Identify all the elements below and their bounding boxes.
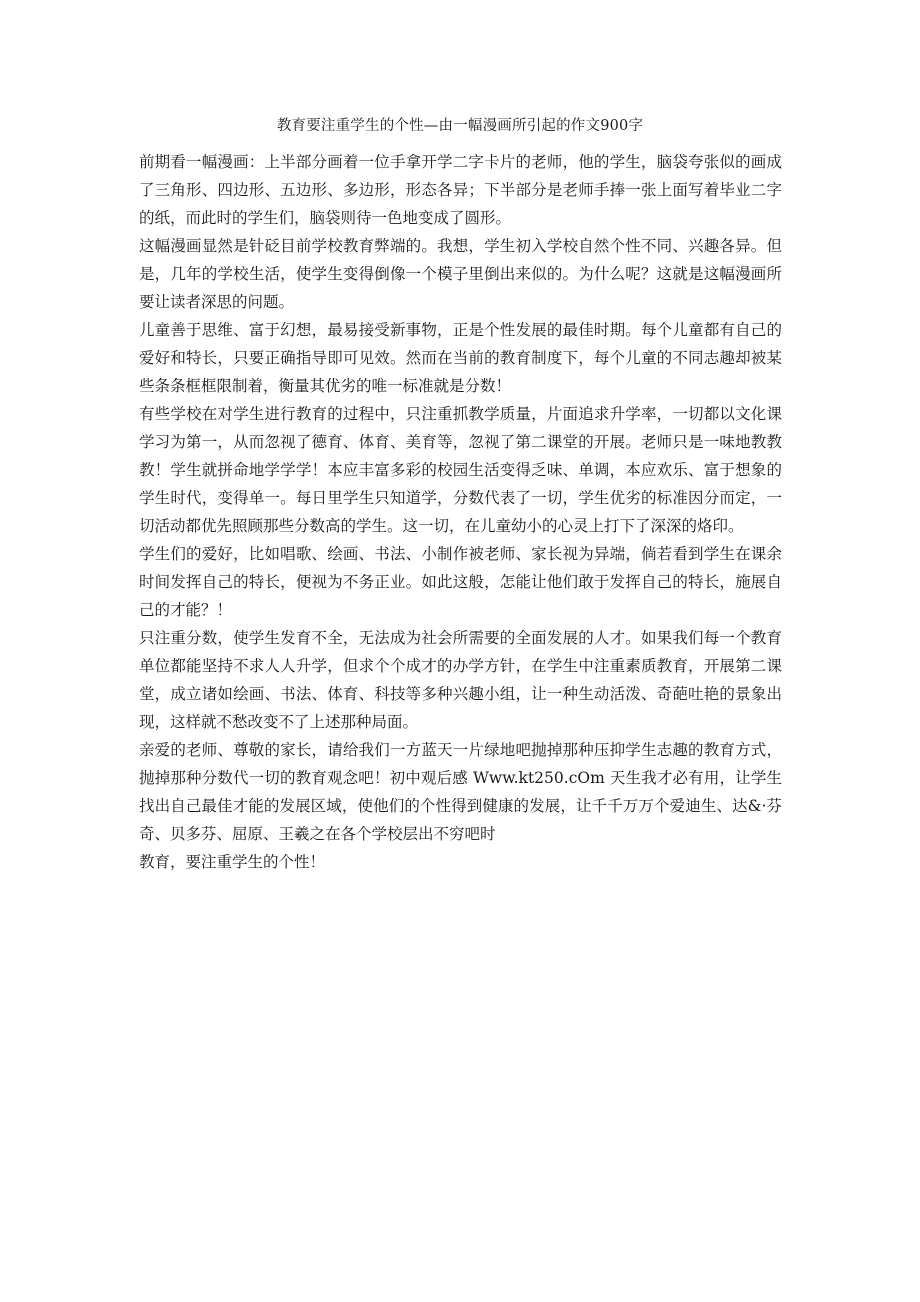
document-title: 教育要注重学生的个性—由一幅漫画所引起的作文900字 xyxy=(276,118,644,134)
document-body xyxy=(139,148,782,876)
paragraph: 儿童善于思维、富于幻想，最易接受新事物，正是个性发展的最佳时期。每个儿童都有自己的爱好和特长，只要正确指导即可见效。然而在当前的教育制度下，每个儿童的不同志趣却被某些条条框框限制着，衡量其优劣的唯一标准就是分数！ xyxy=(139,321,782,395)
paragraph: 前期看一幅漫画：上半部分画着一位手拿开学二字卡片的老师，他的学生，脑袋夸张似的画成了三角形、四边形、五边形、多边形，形态各异；下半部分是老师手捧一张上面写着毕业二字的纸，而此时的学生们，脑袋则待一色地变成了圆形。 xyxy=(139,153,782,227)
paragraph: 这幅漫画显然是针砭目前学校教育弊端的。我想，学生初入学校自然个性不同、兴趣各异。但是，几年的学校生活，使学生变得倒像一个模子里倒出来似的。为什么呢？这就是这幅漫画所要让读者深思的问题。 xyxy=(139,237,782,311)
paragraph: 只注重分数，使学生发育不全，无法成为社会所需要的全面发展的人才。如果我们每一个教育单位都能坚持不求人人升学，但求个个成才的办学方针，在学生中注重素质教育，开展第二课堂，成立诸如绘画、书法、体育、科技等多种兴趣小组，让一种生动活泼、奇葩吐艳的景象出现，这样就不愁改变不了上述那种局面。 xyxy=(139,629,782,731)
paragraph: 教育，要注重学生的个性！ xyxy=(139,853,326,871)
paragraph: 有些学校在对学生进行教育的过程中，只注重抓教学质量，片面追求升学率，一切都以文化课学习为第一，从而忽视了德育、体育、美育等，忽视了第二课堂的开展。老师只是一味地教教教！学生就拼命地学学学！本应丰富多彩的校园生活变得乏味、单调，本应欢乐、富于想象的学生时代，变得单一。每日里学生只知道学，分数代表了一切，学生优劣的标准因分而定，一切活动都优先照顾那些分数高的学生。这一切，在儿童幼小的心灵上打下了深深的烙印。 xyxy=(139,405,782,535)
paragraph: 亲爱的老师、尊敬的家长，请给我们一方蓝天一片绿地吧抛掉那种压抑学生志趣的教育方式，抛掉那种分数代一切的教育观念吧！初中观后感 Www.kt250.cOm 天生我才必有用，让学生找出自己最佳才能的发展区域，使他们的个性得到健康的发展，让千千万万个爱迪生、达&·芬奇、贝多芬、屈原、王羲之在各个学校层出不穷吧时 xyxy=(139,741,782,843)
paragraph: 学生们的爱好，比如唱歌、绘画、书法、小制作被老师、家长视为异端，倘若看到学生在课余时间发挥自己的特长，便视为不务正业。如此这般，怎能让他们敢于发挥自己的特长，施展自己的才能？！ xyxy=(139,545,782,619)
